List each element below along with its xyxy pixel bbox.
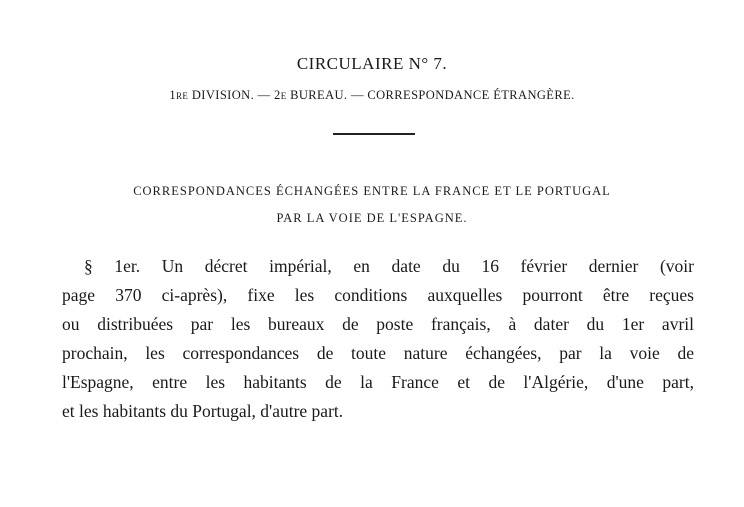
body-paragraph: [62, 252, 694, 426]
paragraph-line: prochain, les correspondances de toute nature échangées, par la voie de: [62, 343, 694, 363]
paragraph-line: page 370 ci-après), fixe les conditions auxquelles pourront être reçues: [62, 285, 694, 305]
paragraph-line: l'Espagne, entre les habitants de la France et de l'Algérie, d'une part,: [62, 372, 694, 392]
section-heading-line: PAR LA VOIE DE L'ESPAGNE.: [276, 211, 468, 225]
section-heading: [0, 178, 744, 232]
section-heading-line: CORRESPONDANCES ÉCHANGÉES ENTRE LA FRANCE ET LE PORTUGAL: [133, 184, 611, 198]
paragraph-line: et les habitants du Portugal, d'autre part.: [62, 401, 344, 421]
paragraph-line: ou distribuées par les bureaux de poste français, à dater du 1er avril: [62, 314, 694, 334]
paragraph-line: § 1er. Un décret impérial, en date du 16 février dernier (voir: [84, 256, 694, 276]
separator-rule: [333, 133, 415, 135]
circular-title: CIRCULAIRE N° 7.: [296, 54, 448, 73]
circular-subtitle: 1re DIVISION. — 2e BUREAU. — CORRESPONDANCE ÉTRANGÈRE.: [169, 88, 575, 102]
